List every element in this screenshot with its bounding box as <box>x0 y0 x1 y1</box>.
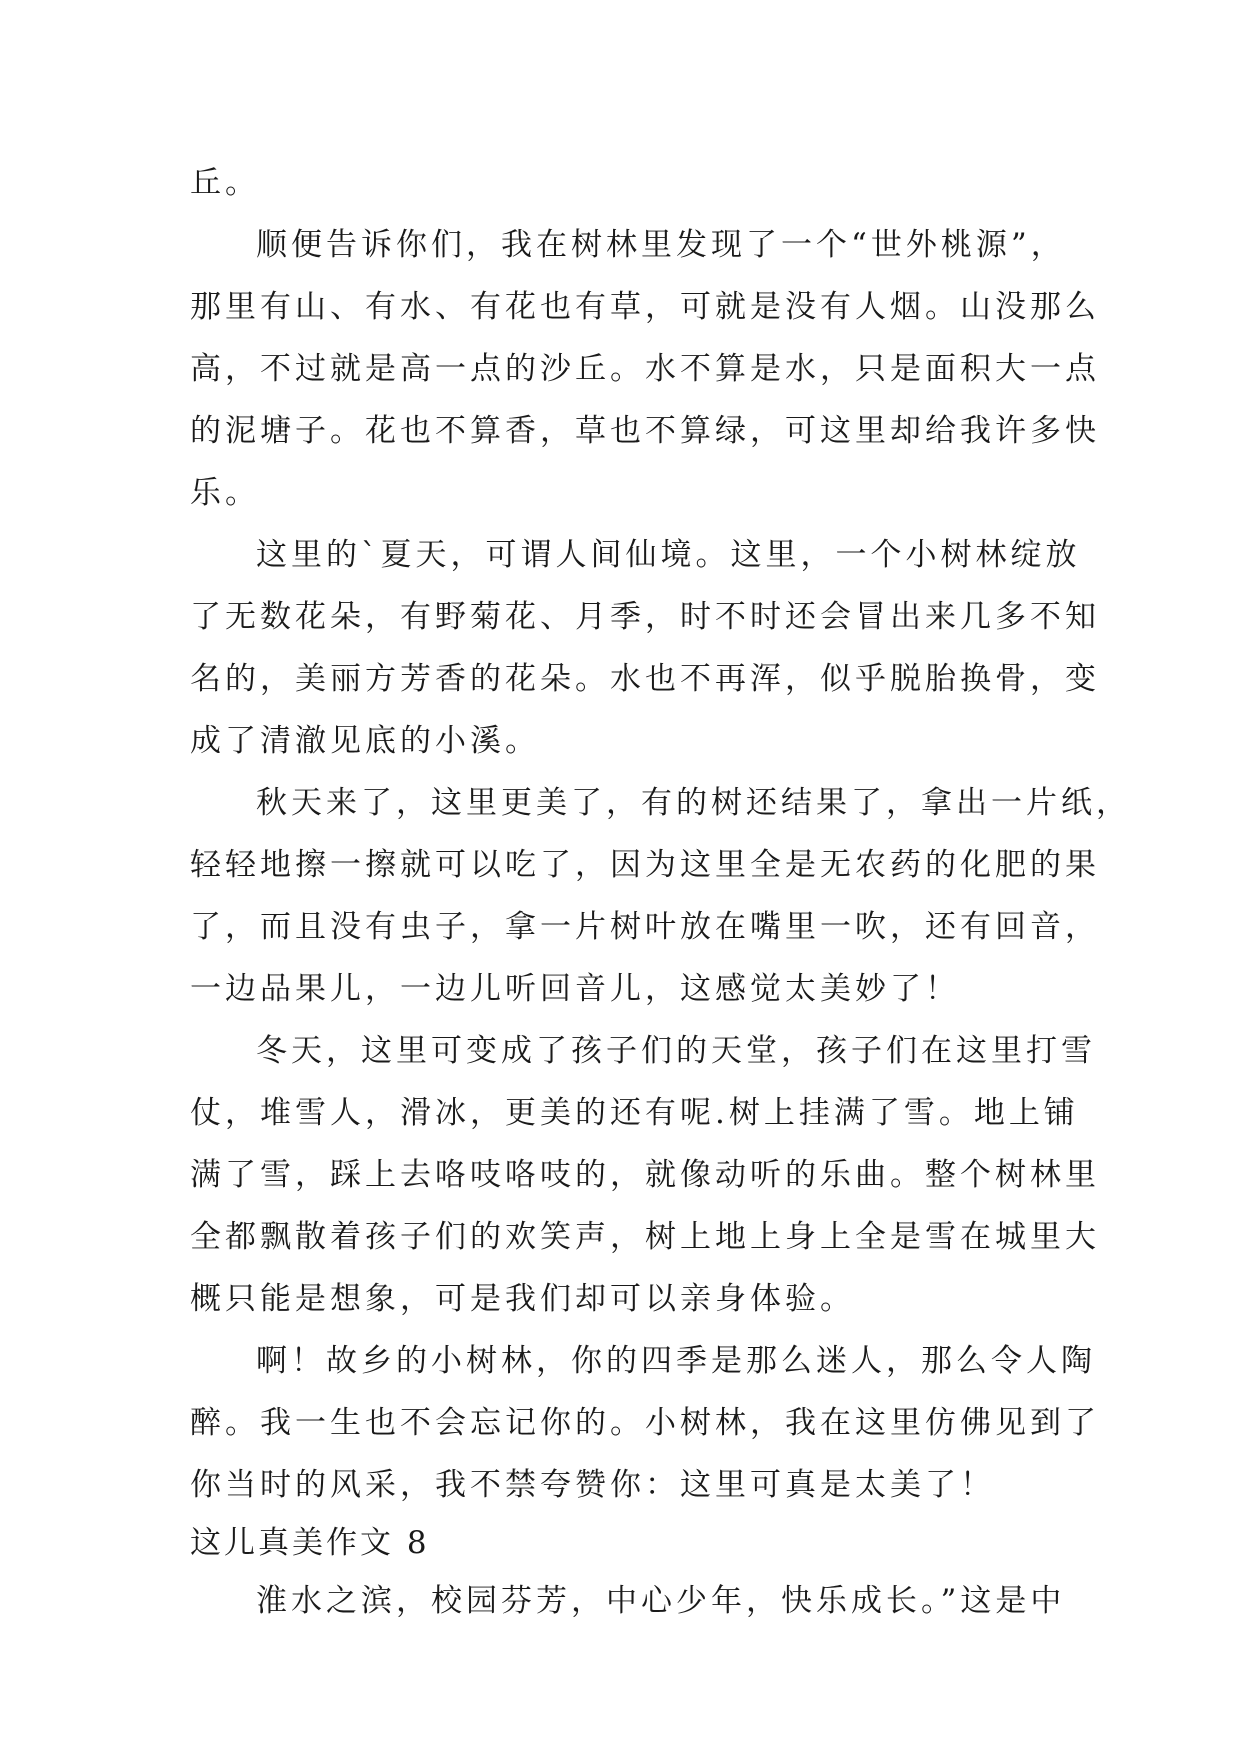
text-line-16: 仗，堆雪人，滑冰，更美的还有呢.树上挂满了雪。地上铺 <box>190 1095 1079 1131</box>
text-line-12: 轻轻地擦一擦就可以吃了，因为这里全是无农药的化肥的果 <box>190 847 1100 883</box>
text-line-13: 了，而且没有虫子，拿一片树叶放在嘴里一吹，还有回音， <box>190 909 1100 945</box>
section-heading: 这儿真美作文 8 <box>190 1525 430 1561</box>
text-line-21: 醉。我一生也不会忘记你的。小树林，我在这里仿佛见到了 <box>190 1405 1100 1441</box>
text-line-11: 秋天来了，这里更美了，有的树还结果了，拿出一片纸， <box>256 785 1131 821</box>
text-line-19: 概只能是想象，可是我们却可以亲身体验。 <box>190 1281 855 1317</box>
document-body <box>190 152 1131 1632</box>
text-line-15: 冬天，这里可变成了孩子们的天堂，孩子们在这里打雪 <box>256 1033 1096 1069</box>
text-line-14: 一边品果儿，一边儿听回音儿，这感觉太美妙了！ <box>190 971 960 1007</box>
text-line-22: 你当时的风采，我不禁夸赞你：这里可真是太美了！ <box>190 1467 995 1503</box>
text-line-8: 了无数花朵，有野菊花、月季，时不时还会冒出来几多不知 <box>190 599 1100 635</box>
text-line-23: 淮水之滨，校园芬芳，中心少年，快乐成长。”这是中 <box>256 1583 1066 1619</box>
text-line-4: 高，不过就是高一点的沙丘。水不算是水，只是面积大一点 <box>190 351 1100 387</box>
text-line-1: 丘。 <box>190 165 260 201</box>
text-line-10: 成了清澈见底的小溪。 <box>190 723 540 759</box>
text-line-3: 那里有山、有水、有花也有草，可就是没有人烟。山没那么 <box>190 289 1100 325</box>
text-line-18: 全都飘散着孩子们的欢笑声，树上地上身上全是雪在城里大 <box>190 1219 1100 1255</box>
text-line-17: 满了雪，踩上去咯吱咯吱的，就像动听的乐曲。整个树林里 <box>190 1157 1100 1193</box>
text-line-20: 啊！故乡的小树林，你的四季是那么迷人，那么令人陶 <box>256 1343 1096 1379</box>
text-line-5: 的泥塘子。花也不算香，草也不算绿，可这里却给我许多快 <box>190 413 1100 449</box>
text-line-9: 名的，美丽方芳香的花朵。水也不再浑，似乎脱胎换骨，变 <box>190 661 1100 697</box>
text-line-6: 乐。 <box>190 475 260 511</box>
text-line-7: 这里的`夏天，可谓人间仙境。这里，一个小树林绽放 <box>256 537 1081 573</box>
text-line-2: 顺便告诉你们，我在树林里发现了一个“世外桃源”， <box>256 227 1066 263</box>
